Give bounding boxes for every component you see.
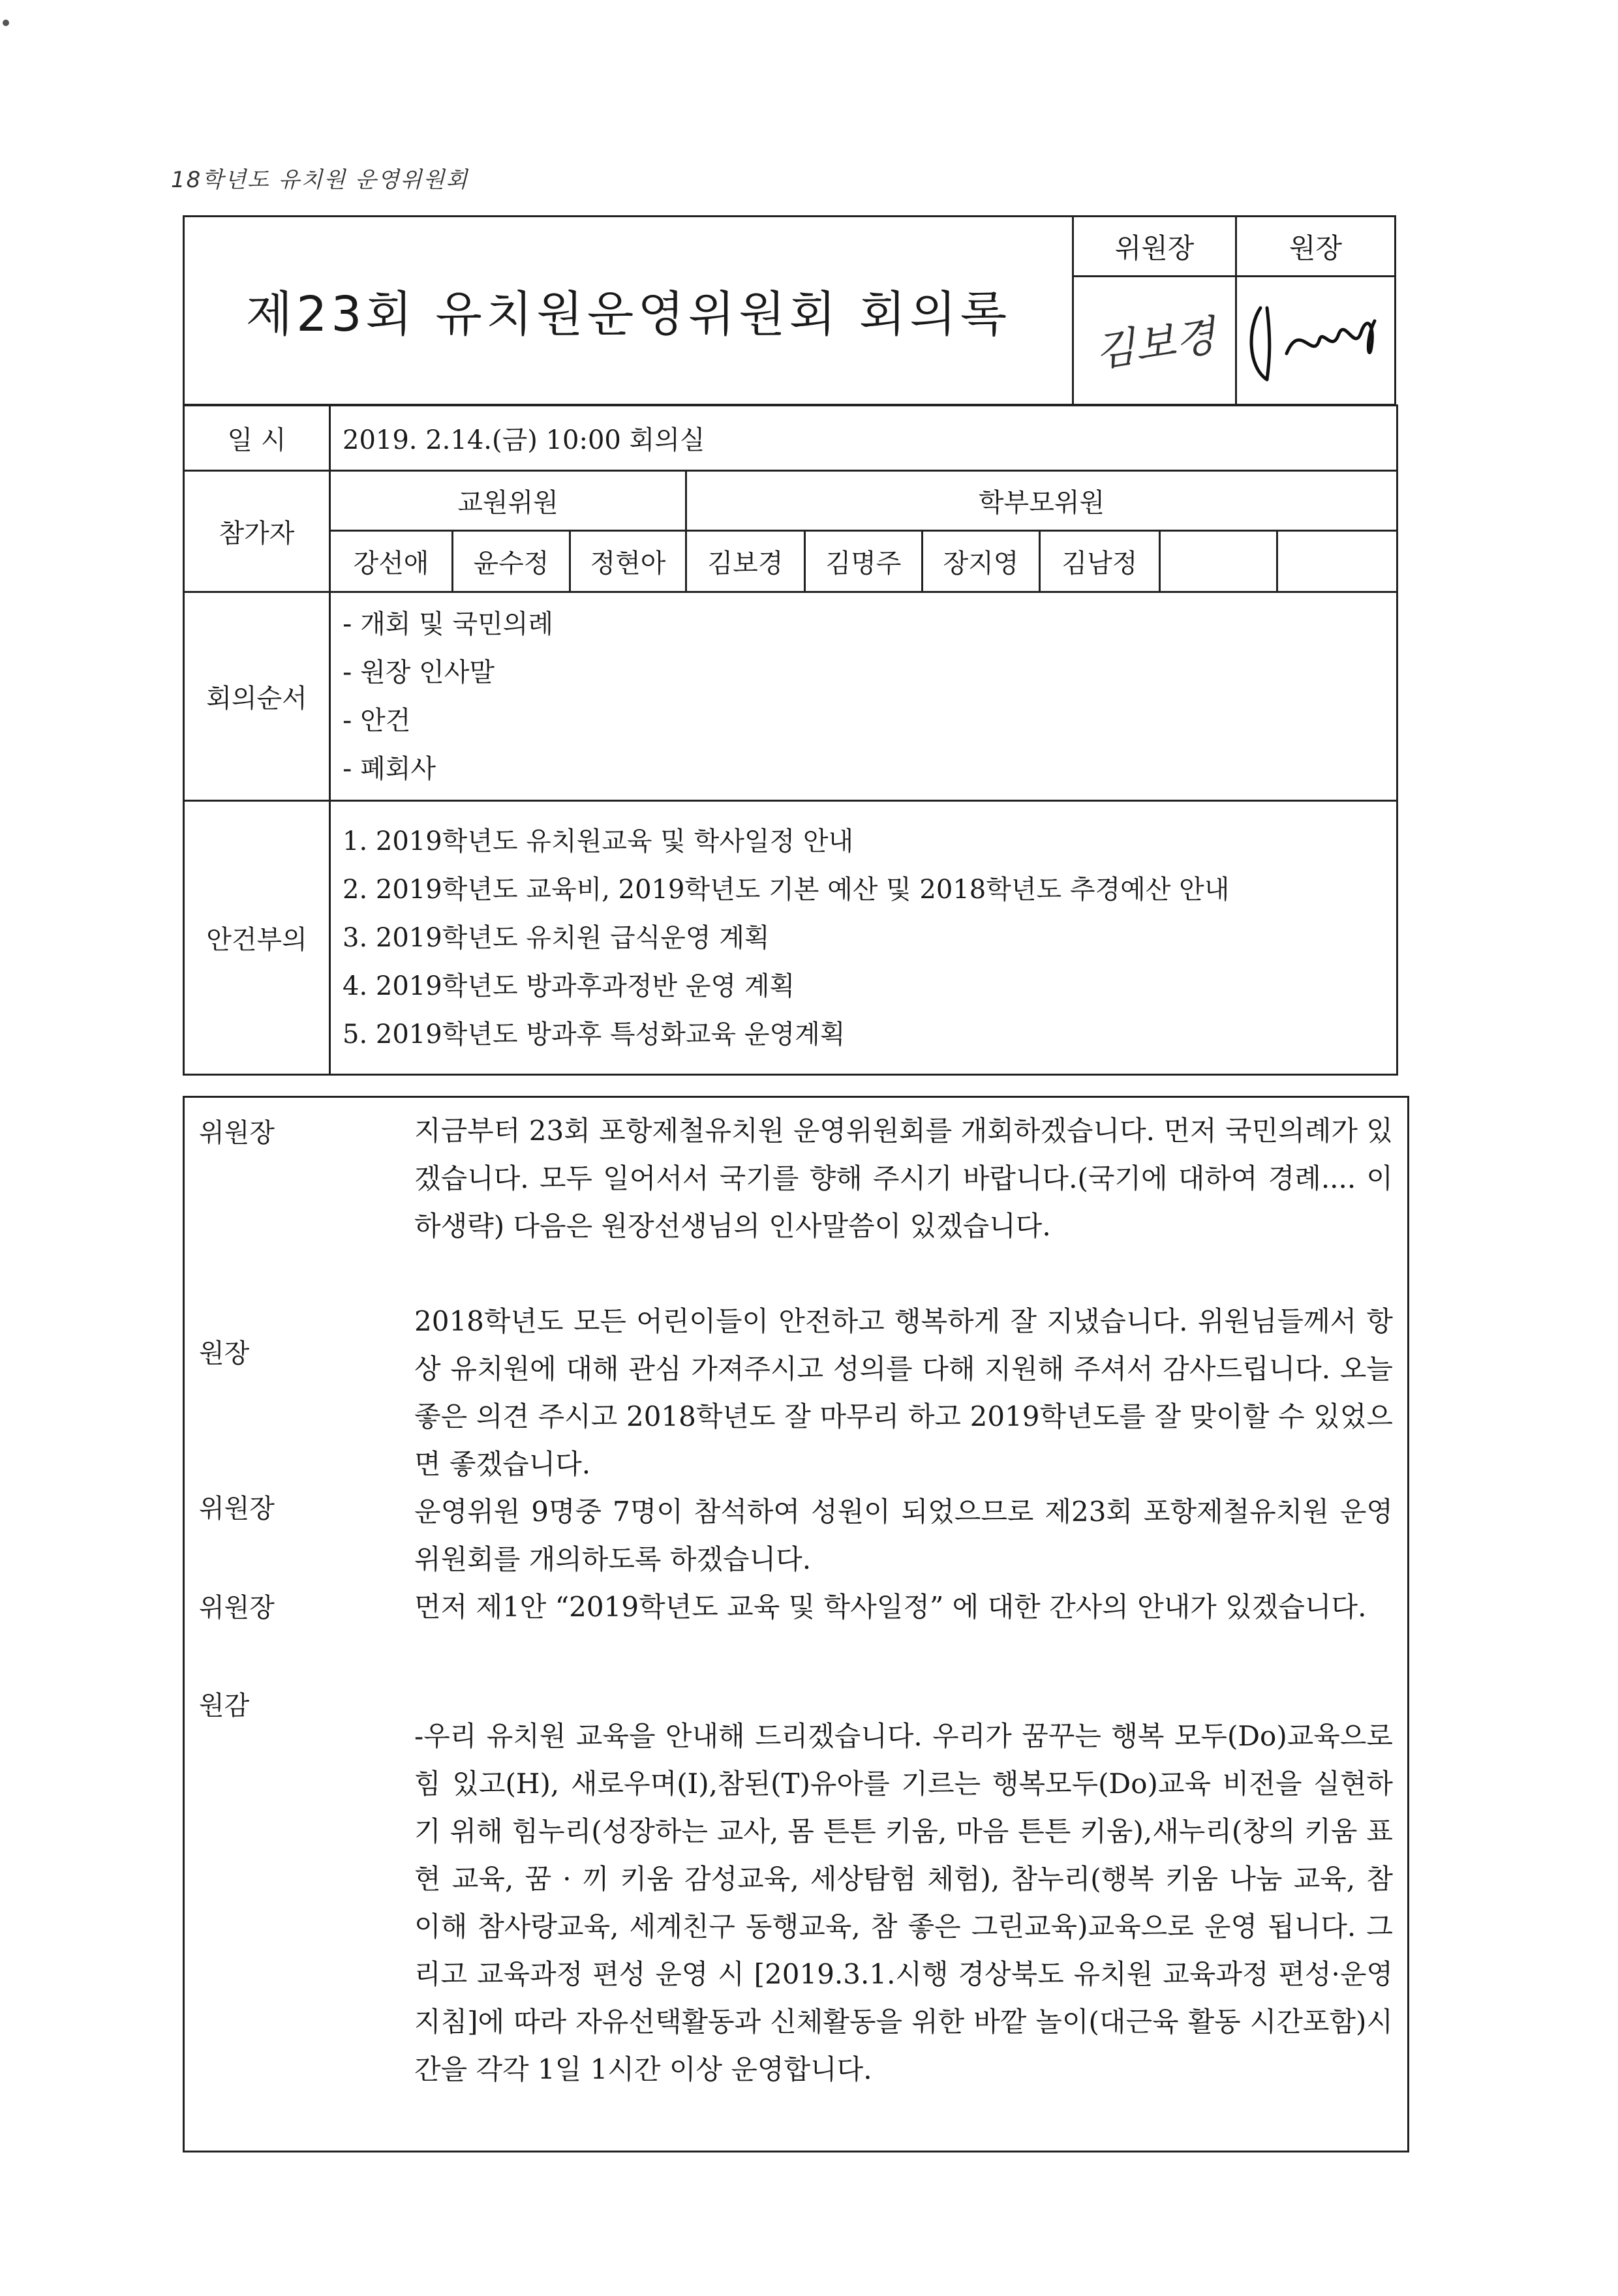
order-item: - 안건 bbox=[343, 705, 411, 736]
scan-dot bbox=[3, 20, 9, 26]
minutes-text: 지금부터 23회 포항제철유치원 운영위원회를 개회하겠습니다. 먼저 국민의례가 있겠습니다. 모두 일어서서 국기를 향해 주시기 바랍니다.(국기에 대하여 경례.... 이하생략) 다음은 원장선생님의 인사말씀이 있겠습니다. bbox=[414, 1115, 1393, 1242]
director-label: 원장 bbox=[1237, 217, 1394, 277]
speaker-label: 원감 bbox=[199, 1691, 250, 1721]
minutes-text: 운영위원 9명중 7명이 참석하여 성원이 되었으므로 제23회 포항제철유치원 운영위원회를 개의하도록 하겠습니다. bbox=[414, 1496, 1393, 1575]
director-signature bbox=[1237, 277, 1394, 404]
agenda-item: 2. 2019학년도 교육비, 2019학년도 기본 예산 및 2018학년도 추경예산 안내 bbox=[343, 874, 1230, 905]
handwritten-note: 18학년도 유치원 운영위원회 bbox=[171, 167, 469, 193]
member-cell: 김남정 bbox=[1040, 531, 1160, 592]
speaker-label: 위원장 bbox=[199, 1494, 275, 1524]
member-cell: 정현아 bbox=[570, 531, 686, 592]
member-cell: 김명주 bbox=[805, 531, 923, 592]
chair-signature-text: 김보경 bbox=[1091, 312, 1219, 377]
parent-group-label: 학부모위원 bbox=[686, 471, 1397, 531]
agenda-item: 5. 2019학년도 방과후 특성화교육 운영계획 bbox=[343, 1019, 846, 1050]
member-cell: 강선애 bbox=[330, 531, 453, 592]
chair-signature-cell bbox=[1072, 217, 1235, 404]
order-list bbox=[330, 592, 1397, 801]
participants-label: 참가자 bbox=[184, 471, 330, 592]
page-title: 제23회 유치원운영위원회 회의록 bbox=[245, 286, 1011, 342]
speaker-label: 원장 bbox=[199, 1338, 250, 1368]
chair-label: 위원장 bbox=[1074, 217, 1235, 277]
agenda-list bbox=[330, 801, 1397, 1075]
minutes-text: 2018학년도 모든 어린이들이 안전하고 행복하게 잘 지냈습니다. 위원님들께서 항상 유치원에 대해 관심 가져주시고 성의를 다해 지원해 주셔서 감사드립니다. 오늘 좋은 의견 주시고 2018학년도 잘 마무리 하고 2019학년도를 잘 맞이할 수 있었으면 좋겠습니다. bbox=[414, 1305, 1393, 1480]
agenda-item: 4. 2019학년도 방과후과정반 운영 계획 bbox=[343, 971, 795, 1001]
minutes-text: 먼저 제1안 “2019학년도 교육 및 학사일정” 에 대한 간사의 안내가 있겠습니다. bbox=[414, 1591, 1367, 1623]
minutes-box bbox=[183, 1096, 1409, 2152]
member-cell bbox=[1277, 531, 1397, 592]
member-cell: 김보경 bbox=[686, 531, 805, 592]
member-cell: 장지영 bbox=[923, 531, 1040, 592]
member-cell bbox=[1160, 531, 1277, 592]
order-item: - 개회 및 국민의례 bbox=[343, 609, 554, 639]
order-item: - 폐회사 bbox=[343, 753, 436, 784]
speaker-label: 위원장 bbox=[199, 1118, 275, 1148]
speaker-label: 위원장 bbox=[199, 1593, 275, 1623]
document-header bbox=[183, 215, 1396, 406]
meeting-info-table bbox=[183, 404, 1398, 1076]
agenda-item: 1. 2019학년도 유치원교육 및 학사일정 안내 bbox=[343, 826, 854, 856]
agenda-label: 안건부의 bbox=[184, 801, 330, 1075]
director-signature-cell bbox=[1235, 217, 1394, 404]
date-label: 일 시 bbox=[184, 406, 330, 471]
director-signature-mark bbox=[1241, 282, 1391, 399]
member-cell: 윤수정 bbox=[453, 531, 570, 592]
minutes-text: -우리 유치원 교육을 안내해 드리겠습니다. 우리가 꿈꾸는 행복 모두(Do)교육으로 힘 있고(H), 새로우며(I),참된(T)유아를 기르는 행복모두(Do)교육 비전을 실현하기 위해 힘누리(성장하는 교사, 몸 튼튼 키움, 마음 튼튼 키움),새누리(창의 키움 표현 교육, 꿈 · 끼 키움 감성교육, 세상탐험 체험), 참누리(행복 키움 나눔 교육, 참 이해 참사랑교육, 세계친구 동행교육, 참 좋은 그린교육)교육으로 운영 됩니다. 그리고 교육과정 편성 운영 시 [2019.3.1.시행 경상북도 유치원 교육과정 편성·운영 지침]에 따라 자유선택활동과 신체활동을 위한 바깥 놀이(대근육 활동 시간포함)시간을 각각 1일 1시간 이상 운영합니다. bbox=[414, 1720, 1393, 2085]
date-value: 2019. 2.14.(금) 10:00 회의실 bbox=[330, 406, 1397, 471]
agenda-item: 3. 2019학년도 유치원 급식운영 계획 bbox=[343, 922, 770, 953]
order-item: - 원장 인사말 bbox=[343, 657, 495, 687]
order-label: 회의순서 bbox=[184, 592, 330, 801]
teacher-group-label: 교원위원 bbox=[330, 471, 686, 531]
chair-signature bbox=[1074, 277, 1235, 404]
